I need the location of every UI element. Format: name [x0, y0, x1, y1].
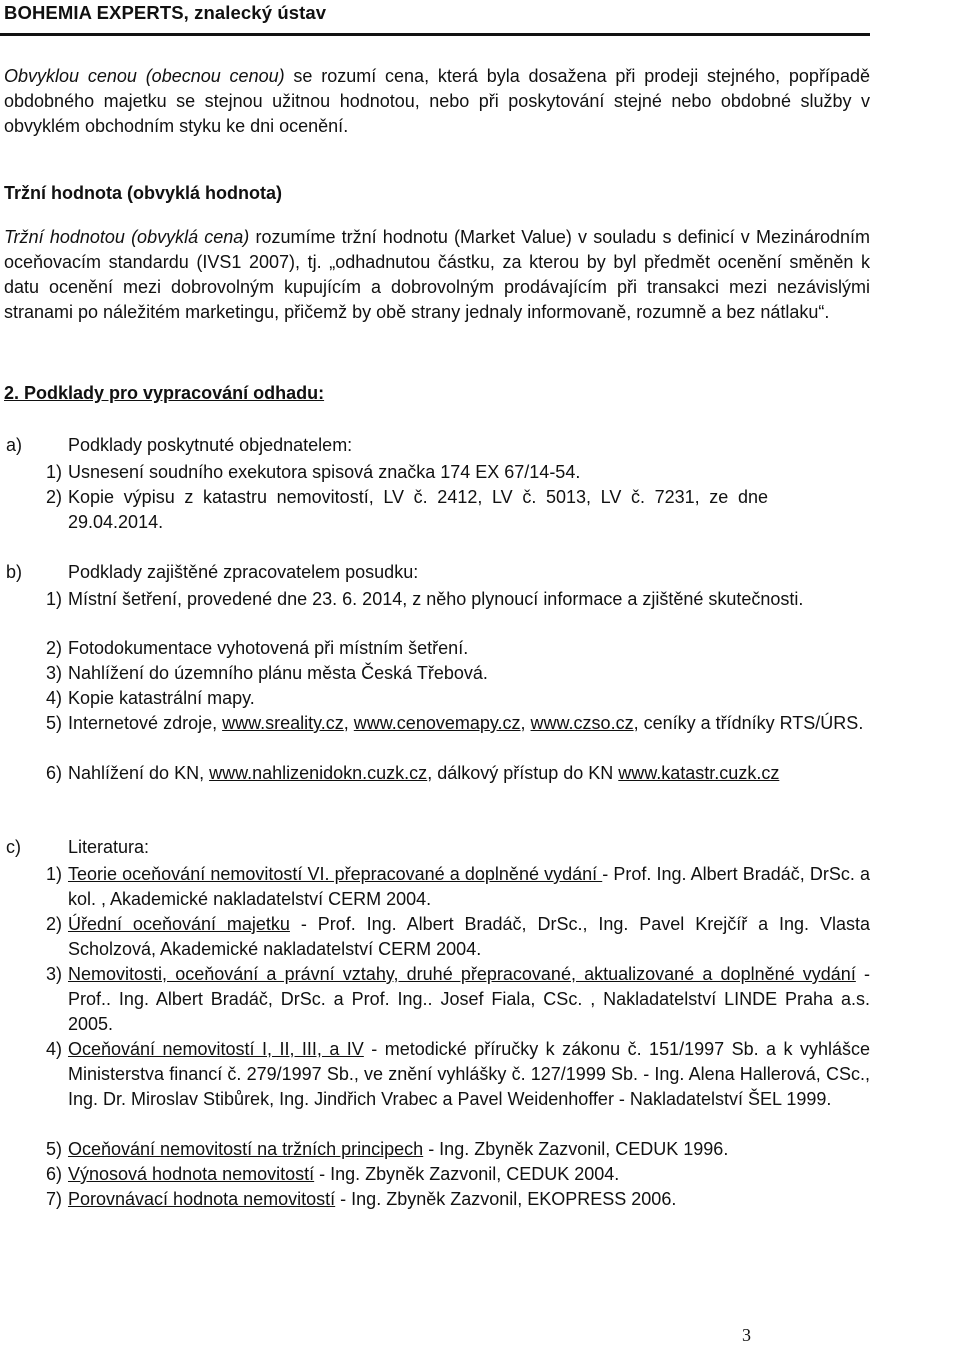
item-text-mid: , dálkový přístup do KN: [427, 763, 619, 783]
item-text: [68, 711, 870, 736]
literature-details: - Ing. Zbyněk Zazvonil, EKOPRESS 2006.: [335, 1189, 677, 1209]
link-nahlizenidokn[interactable]: www.nahlizenidokn.cuzk.cz: [209, 763, 428, 783]
list-item: [36, 962, 870, 1037]
item-number: 2): [45, 914, 62, 934]
section-c-heading: Literatura:: [68, 837, 150, 857]
item-text: [68, 912, 870, 962]
literature-title: Nemovitosti, oceňování a právní vztahy, druhé přepracované, aktualizované a doplněné vydání: [68, 964, 856, 984]
literature-details: - metodické příručky k zákonu č. 151/1997 Sb. a k vyhlášce Ministerstva financí č. 279/1997 Sb., ve znění vyhlášky č. 127/1999 Sb. - Ing. Alena Hallerová, CSc., Ing. Dr. Miroslav Stibůrek, Ing. Jindřich Vrabec a Pavel Weidenhoffer - Nakladatelství ŠEL 1999.: [68, 1039, 870, 1109]
item-number: 3): [45, 964, 62, 984]
item-number: 4): [45, 1039, 62, 1059]
item-text: [68, 1162, 870, 1187]
item-number: 6): [45, 763, 62, 783]
item-number: 1): [45, 462, 62, 482]
market-heading: Tržní hodnota (obvyklá hodnota): [4, 183, 282, 203]
literature-details: - Ing. Zbyněk Zazvonil, CEDUK 2004.: [314, 1164, 620, 1184]
item-text: [68, 862, 870, 912]
list-item: [36, 862, 870, 912]
section-b-heading: Podklady zajištěné zpracovatelem posudku:: [68, 562, 419, 582]
item-text-pre: Nahlížení do KN,: [68, 763, 210, 783]
item-number: 6): [45, 1164, 62, 1184]
list-item: [36, 661, 870, 686]
header-title: BOHEMIA EXPERTS, znalecký ústav: [4, 2, 327, 23]
intro-paragraph: [4, 64, 870, 139]
item-text-pre: Internetové zdroje,: [68, 713, 223, 733]
item-text: Kopie výpisu z katastru nemovitostí, LV č. 2412, LV č. 5013, LV č. 7231, ze dne 29.04.2014.: [68, 487, 768, 532]
literature-title: Teorie oceňování nemovitostí VI. přepracované a doplněné vydání: [68, 864, 603, 884]
item-text: [68, 1187, 870, 1212]
item-number: 7): [45, 1189, 62, 1209]
item-text: [68, 1037, 870, 1112]
item-text: Kopie katastrální mapy.: [68, 688, 255, 708]
market-term: Tržní hodnotou (obvyklá cena): [4, 227, 250, 247]
item-number: 2): [45, 487, 62, 507]
literature-details: - Prof. Ing. Albert Bradáč, DrSc., Ing. Pavel Krejčíř a Ing. Vlasta Scholzová, Akademické nakladatelství CERM 2004.: [68, 914, 870, 959]
list-item: [36, 485, 870, 535]
item-text: Fotodokumentace vyhotovená při místním šetření.: [68, 638, 469, 658]
list-item: [36, 636, 870, 661]
literature-title: Oceňování nemovitostí na tržních principech: [68, 1139, 424, 1159]
section-b-label: b): [6, 562, 23, 582]
item-text: Místní šetření, provedené dne 23. 6. 2014, z něho plynoucí informace a zjištěné skutečnosti.: [68, 589, 804, 609]
section-a-label: a): [6, 435, 23, 455]
item-sep: ,: [520, 713, 531, 733]
item-text: Usnesení soudního exekutora spisová značka 174 EX 67/14-54.: [68, 462, 581, 482]
link-sreality[interactable]: www.sreality.cz: [222, 713, 344, 733]
link-cenovemapy[interactable]: www.cenovemapy.cz: [353, 713, 521, 733]
item-sep: ,: [343, 713, 354, 733]
list-item: [36, 1037, 870, 1112]
list-item: [36, 761, 870, 786]
literature-details: - Prof. Ing. Albert Bradáč, DrSc. a kol. , Akademické nakladatelství CERM 2004.: [68, 864, 871, 909]
section-title: 2. Podklady pro vypracování odhadu:: [4, 383, 325, 403]
literature-details: - Prof.. Ing. Albert Bradáč, DrSc. a Prof. Ing.. Josef Fiala, CSc. , Nakladatelství LINDE Praha a.s. 2005.: [68, 964, 870, 1034]
page-number: 3: [742, 1325, 751, 1345]
market-text: rozumíme tržní hodnotu (Market Value) v souladu s definicí v Mezinárodním oceňovacím standardu (IVS1 2007), tj. „odhadnutou částku, za kterou by byl předmět ocenění směněn k datu ocenění mezi dobrovolným kupujícím a dobrovolným prodávajícím při transakci mezi nezávislými stranami po náležitém marketingu, přičemž by obě strany jednaly informovaně, rozumně a bez nátlaku“.: [4, 227, 871, 322]
list-item: [36, 711, 870, 736]
literature-title: Porovnávací hodnota nemovitostí: [68, 1189, 336, 1209]
list-item: [36, 912, 870, 962]
literature-title: Výnosová hodnota nemovitostí: [68, 1164, 315, 1184]
item-number: 1): [45, 864, 62, 884]
item-number: 3): [45, 663, 62, 683]
list-item: [36, 686, 870, 711]
item-number: 5): [45, 713, 62, 733]
item-text: [68, 1137, 870, 1162]
item-text: [68, 761, 870, 786]
literature-title: Úřední oceňování majetku: [68, 914, 290, 934]
list-item: [36, 1137, 870, 1162]
item-text: Nahlížení do územního plánu města Česká Třebová.: [68, 663, 488, 683]
list-item: [36, 1162, 870, 1187]
section-c-label: c): [6, 837, 21, 857]
item-text-post: , ceníky a třídníky RTS/ÚRS.: [633, 713, 864, 733]
link-czso[interactable]: www.czso.cz: [530, 713, 634, 733]
list-item: [36, 460, 870, 485]
link-katastr[interactable]: www.katastr.cuzk.cz: [618, 763, 780, 783]
header-rule: [0, 33, 870, 36]
item-number: 5): [45, 1139, 62, 1159]
intro-term: Obvyklou cenou (obecnou cenou): [4, 66, 285, 86]
item-text: [68, 962, 870, 1037]
item-number: 1): [45, 589, 62, 609]
literature-title: Oceňování nemovitostí I, II, III, a IV: [68, 1039, 364, 1059]
literature-details: - Ing. Zbyněk Zazvonil, CEDUK 1996.: [423, 1139, 729, 1159]
market-paragraph: [4, 225, 870, 325]
section-a-heading: Podklady poskytnuté objednatelem:: [68, 435, 353, 455]
item-number: 2): [45, 638, 62, 658]
list-item: [36, 1187, 870, 1212]
item-number: 4): [45, 688, 62, 708]
intro-text: se rozumí cena, která byla dosažena při prodeji stejného, popřípadě obdobného majetku se stejnou užitnou hodnotou, nebo při poskytování stejné nebo obdobné služby v obvyklém obchodním styku ke dni ocenění.: [4, 66, 870, 136]
list-item: [36, 587, 870, 612]
